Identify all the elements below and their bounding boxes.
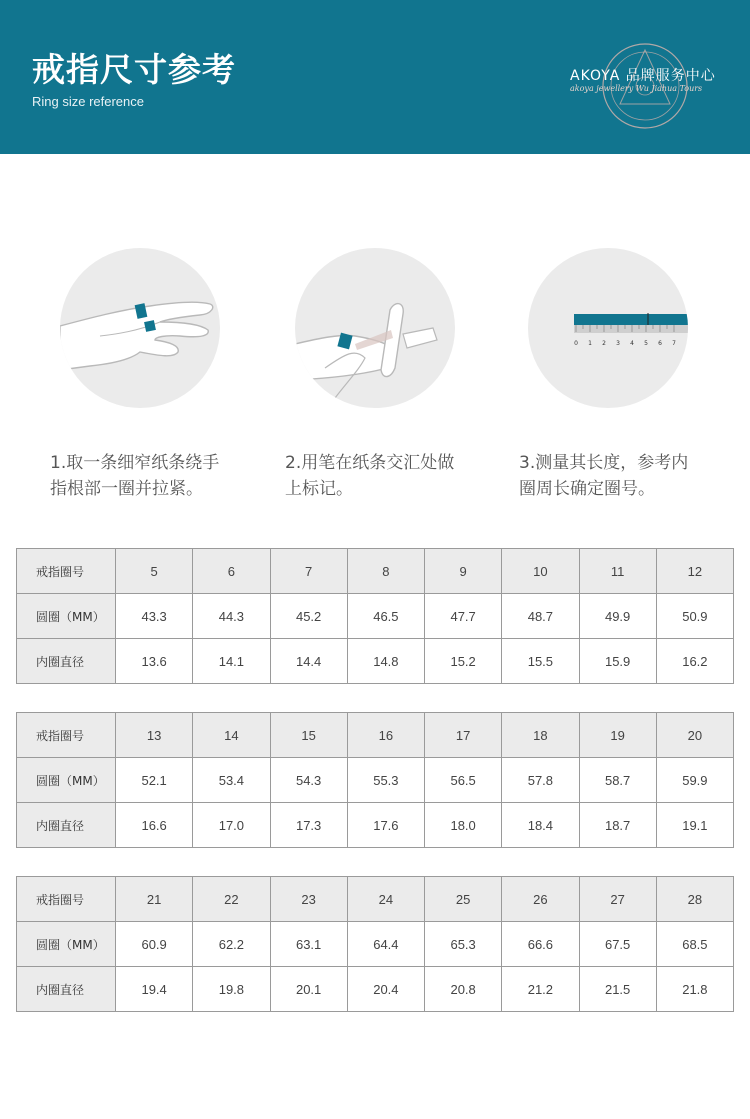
table-cell: 15.9 — [579, 639, 656, 684]
table-cell: 18.4 — [502, 803, 579, 848]
size-table-3 — [16, 876, 734, 1012]
ruler-label: 4 — [630, 340, 634, 347]
inner-diameter-row — [17, 639, 734, 684]
ruler-label: 5 — [644, 340, 648, 347]
measurement-steps — [0, 248, 750, 508]
row-label: 内圈直径 — [17, 803, 116, 848]
table-cell: 21.2 — [502, 967, 579, 1012]
row-label: 圆圈（MM） — [17, 594, 116, 639]
table-cell: 20 — [656, 713, 733, 758]
row-label: 圆圈（MM） — [17, 922, 116, 967]
ruler-label: 1 — [588, 340, 592, 347]
table-cell: 9 — [425, 549, 502, 594]
table-cell: 21.8 — [656, 967, 733, 1012]
step-3-text — [519, 450, 729, 502]
table-cell: 10 — [502, 549, 579, 594]
circumference-row — [17, 922, 734, 967]
table-cell: 57.8 — [502, 758, 579, 803]
table-cell: 5 — [116, 549, 193, 594]
table-cell: 18.0 — [425, 803, 502, 848]
table-cell: 56.5 — [425, 758, 502, 803]
ruler-label: 6 — [658, 340, 662, 347]
table-cell: 17 — [425, 713, 502, 758]
inner-diameter-row — [17, 803, 734, 848]
step-1-text — [50, 450, 260, 502]
table-cell: 21.5 — [579, 967, 656, 1012]
table-cell: 20.1 — [270, 967, 347, 1012]
row-label: 戒指圈号 — [17, 877, 116, 922]
table-cell: 20.4 — [347, 967, 424, 1012]
table-cell: 62.2 — [193, 922, 270, 967]
table-cell: 43.3 — [116, 594, 193, 639]
table-cell: 13.6 — [116, 639, 193, 684]
brand-script-text: akoya jewellery Wu Jiahua Tours — [570, 84, 703, 93]
table-cell: 59.9 — [656, 758, 733, 803]
size-table-2 — [16, 712, 734, 848]
table-cell: 64.4 — [347, 922, 424, 967]
table-cell: 16 — [347, 713, 424, 758]
step-2-line-1: 2.用笔在纸条交汇处做 — [285, 453, 455, 473]
table-cell: 16.2 — [656, 639, 733, 684]
table-cell: 66.6 — [502, 922, 579, 967]
table-cell: 47.7 — [425, 594, 502, 639]
header-banner — [0, 0, 750, 154]
step-1-line-2: 指根部一圈并拉紧。 — [50, 479, 203, 499]
ruler-label: 2 — [602, 340, 606, 347]
table-cell: 68.5 — [656, 922, 733, 967]
step-2-text — [285, 450, 495, 502]
table-cell: 15.2 — [425, 639, 502, 684]
table-cell: 12 — [656, 549, 733, 594]
table-cell: 17.6 — [347, 803, 424, 848]
table-cell: 7 — [270, 549, 347, 594]
table-cell: 14 — [193, 713, 270, 758]
ruler-label: 0 — [574, 340, 578, 347]
table-cell: 15 — [270, 713, 347, 758]
table-cell: 16.6 — [116, 803, 193, 848]
ruler-measure-icon — [528, 248, 688, 408]
table-cell: 19 — [579, 713, 656, 758]
step-2-line-2: 上标记。 — [285, 479, 353, 499]
table-cell: 18 — [502, 713, 579, 758]
table-cell: 50.9 — [656, 594, 733, 639]
table-cell: 21 — [116, 877, 193, 922]
table-cell: 25 — [425, 877, 502, 922]
table-cell: 24 — [347, 877, 424, 922]
table-cell: 11 — [579, 549, 656, 594]
table-cell: 17.3 — [270, 803, 347, 848]
table-cell: 18.7 — [579, 803, 656, 848]
table-cell: 44.3 — [193, 594, 270, 639]
ring-size-row — [17, 877, 734, 922]
ruler-label: 3 — [616, 340, 620, 347]
table-cell: 14.1 — [193, 639, 270, 684]
table-cell: 28 — [656, 877, 733, 922]
table-cell: 15.5 — [502, 639, 579, 684]
table-cell: 26 — [502, 877, 579, 922]
table-cell: 63.1 — [270, 922, 347, 967]
table-cell: 27 — [579, 877, 656, 922]
table-cell: 53.4 — [193, 758, 270, 803]
row-label: 圆圈（MM） — [17, 758, 116, 803]
table-cell: 19.4 — [116, 967, 193, 1012]
page-subtitle: Ring size reference — [32, 94, 144, 109]
table-cell: 6 — [193, 549, 270, 594]
step-3-line-1: 3.测量其长度，参考内 — [519, 453, 689, 473]
brand-name: AKOYA 品牌服务中心 — [570, 68, 716, 84]
table-cell: 46.5 — [347, 594, 424, 639]
table-cell: 19.1 — [656, 803, 733, 848]
size-table-1 — [16, 548, 734, 684]
table-cell: 58.7 — [579, 758, 656, 803]
table-cell: 19.8 — [193, 967, 270, 1012]
page-title: 戒指尺寸参考 — [32, 50, 236, 89]
step-3-line-2: 圈周长确定圈号。 — [519, 479, 655, 499]
inner-diameter-row — [17, 967, 734, 1012]
row-label: 内圈直径 — [17, 967, 116, 1012]
table-cell: 48.7 — [502, 594, 579, 639]
table-cell: 54.3 — [270, 758, 347, 803]
table-cell: 65.3 — [425, 922, 502, 967]
table-cell: 14.8 — [347, 639, 424, 684]
ring-size-row — [17, 713, 734, 758]
row-label: 戒指圈号 — [17, 549, 116, 594]
table-cell: 49.9 — [579, 594, 656, 639]
step-1-line-1: 1.取一条细窄纸条绕手 — [50, 453, 220, 473]
table-cell: 17.0 — [193, 803, 270, 848]
circumference-row — [17, 758, 734, 803]
table-cell: 52.1 — [116, 758, 193, 803]
circumference-row — [17, 594, 734, 639]
table-cell: 22 — [193, 877, 270, 922]
table-cell: 20.8 — [425, 967, 502, 1012]
table-cell: 13 — [116, 713, 193, 758]
ruler-label: 7 — [672, 340, 676, 347]
table-cell: 14.4 — [270, 639, 347, 684]
table-cell: 55.3 — [347, 758, 424, 803]
table-cell: 67.5 — [579, 922, 656, 967]
ring-size-row — [17, 549, 734, 594]
row-label: 内圈直径 — [17, 639, 116, 684]
hand-wrap-icon — [60, 248, 220, 408]
table-cell: 8 — [347, 549, 424, 594]
pen-mark-icon — [295, 248, 455, 408]
table-cell: 23 — [270, 877, 347, 922]
table-cell: 60.9 — [116, 922, 193, 967]
row-label: 戒指圈号 — [17, 713, 116, 758]
table-cell: 45.2 — [270, 594, 347, 639]
